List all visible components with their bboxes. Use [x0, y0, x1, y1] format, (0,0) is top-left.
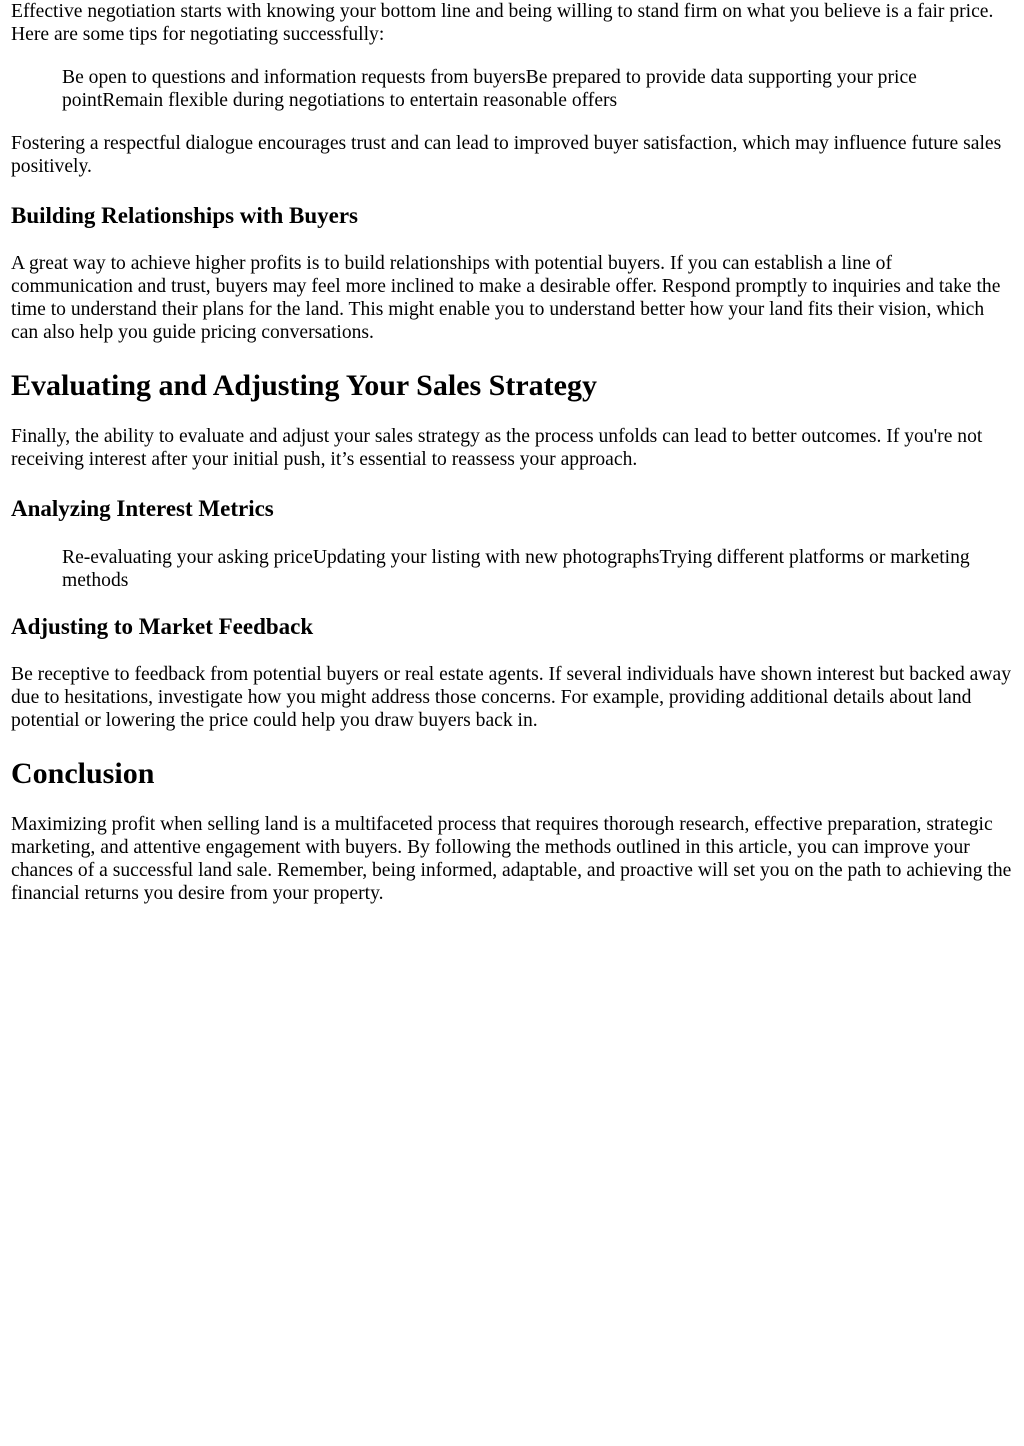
intro-paragraph: Effective negotiation starts with knowing your bottom line and being willing to stand firm on what you believe is a fair price. Here are some tips for negotiating successfully:	[11, 1, 994, 45]
feedback-heading: Adjusting to Market Feedback	[11, 614, 314, 639]
conclusion-heading: Conclusion	[11, 757, 155, 790]
strategy-heading: Evaluating and Adjusting Your Sales Strategy	[11, 369, 597, 402]
conclusion-paragraph: Maximizing profit when selling land is a multifaceted process that requires thorough research, effective preparation, strategic marketing, and attentive engagement with buyers. By following the methods outlined in this article, you can improve your chances of a successful land sale. Remember, being informed, adaptable, and proactive will set you on the path to achieving the financial returns you desire from your property.	[11, 814, 1012, 904]
relationships-heading: Building Relationships with Buyers	[11, 203, 359, 228]
strategy-paragraph: Finally, the ability to evaluate and adjust your sales strategy as the process unfolds can lead to better outcomes. If you're not receiving interest after your initial push, it’s essential to reassess your approach.	[11, 426, 983, 470]
metrics-heading: Analyzing Interest Metrics	[11, 496, 274, 521]
feedback-paragraph: Be receptive to feedback from potential buyers or real estate agents. If several individuals have shown interest but backed away due to hesitations, investigate how you might address those concerns. For example, providing additional details about land potential or lowering the price could help you draw buyers back in.	[11, 664, 1011, 731]
relationships-paragraph: A great way to achieve higher profits is to build relationships with potential buyers. If you can establish a line of communication and trust, buyers may feel more inclined to make a desirable offer. Respond promptly to inquiries and take the time to understand their plans for the land. This might enable you to understand better how your land fits their vision, which can also help you guide pricing conversations.	[11, 253, 1001, 343]
intro-closing-paragraph: Fostering a respectful dialogue encourages trust and can lead to improved buyer satisfaction, which may influence future sales positively.	[11, 133, 1002, 177]
metrics-items: Re-evaluating your asking priceUpdating your listing with new photographsTrying different platforms or marketing methods	[62, 547, 970, 591]
negotiation-tips: Be open to questions and information requests from buyersBe prepared to provide data supporting your price pointRemain flexible during negotiations to entertain reasonable offers	[62, 67, 917, 111]
